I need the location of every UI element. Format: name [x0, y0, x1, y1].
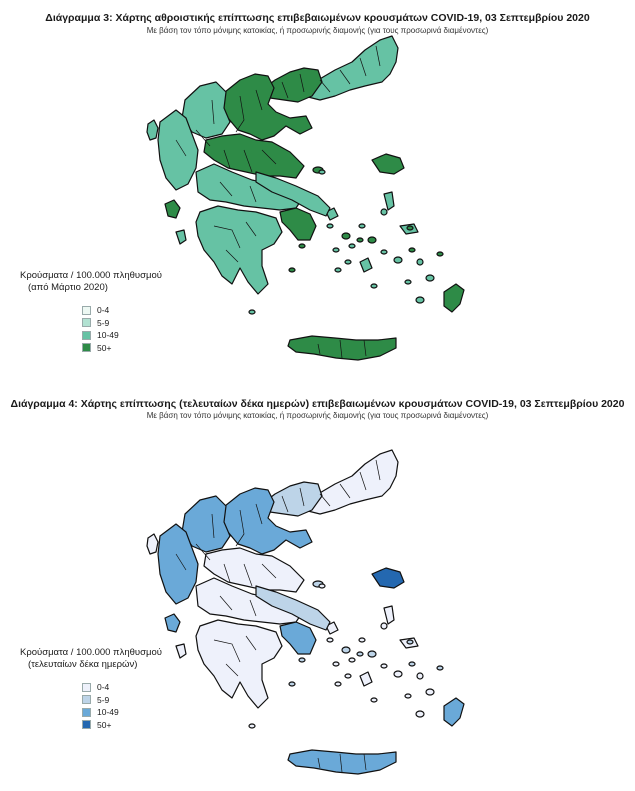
- small-island: [407, 640, 413, 644]
- legend-item: [82, 317, 162, 330]
- small-island: [417, 673, 423, 679]
- panel-title: Διάγραμμα 3: Χάρτης αθροιστικής επίπτωσης επιβεβαιωμένων κρουσμάτων COVID-19, 03 Σεπτεμβρίου 2020: [45, 12, 590, 24]
- panel-subtitle: Με βάση τον τόπο μόνιμης κατοικίας, ή προσωρινής διαμονής (για τους προσωρινά διαμένοντες): [146, 26, 489, 35]
- map-regions: [147, 36, 464, 360]
- legend-item: [82, 342, 162, 355]
- region-attica: [280, 622, 316, 654]
- region-peloponnese: [196, 620, 282, 708]
- legend-swatch: [82, 708, 91, 717]
- legend-swatch: [82, 331, 91, 340]
- small-island: [368, 237, 376, 243]
- legend-label: 10-49: [97, 707, 119, 718]
- small-island: [335, 682, 341, 686]
- small-island: [333, 662, 339, 666]
- small-island: [381, 623, 387, 629]
- small-island: [289, 268, 295, 272]
- small-island: [357, 238, 363, 242]
- legend-title: Κρούσματα / 100.000 πληθυσμού: [20, 270, 162, 281]
- legend-item: [82, 706, 162, 719]
- region-chios: [384, 192, 394, 210]
- legend-label: 0-4: [97, 682, 110, 693]
- small-island: [359, 224, 365, 228]
- greece-choropleth-map: [0, 392, 635, 791]
- legend-swatch: [82, 695, 91, 704]
- legend-swatch: [82, 720, 91, 729]
- small-island: [327, 638, 333, 642]
- region-corfu: [147, 120, 158, 140]
- region-chios: [384, 606, 394, 624]
- small-island: [416, 297, 424, 303]
- small-island: [289, 682, 295, 686]
- legend-label: 10-49: [97, 330, 119, 341]
- small-island: [437, 252, 443, 256]
- small-island: [407, 226, 413, 230]
- region-lesvos: [372, 568, 404, 588]
- region-zakynthos: [176, 644, 186, 658]
- region-zakynthos: [176, 230, 186, 244]
- map-legend: [20, 270, 162, 354]
- region-rhodes: [444, 698, 464, 726]
- legend-label: 50+: [97, 719, 112, 730]
- small-island: [381, 209, 387, 215]
- region-peloponnese: [196, 206, 282, 294]
- legend-label: 5-9: [97, 317, 110, 328]
- small-island: [342, 647, 350, 653]
- legend-item: [82, 694, 162, 707]
- small-island: [437, 666, 443, 670]
- legend-swatch: [82, 683, 91, 692]
- small-island: [342, 233, 350, 239]
- small-island: [417, 259, 423, 265]
- small-island: [368, 651, 376, 657]
- region-naxos: [360, 258, 372, 272]
- legend-item: [82, 329, 162, 342]
- small-island: [333, 248, 339, 252]
- small-island: [405, 694, 411, 698]
- legend-title: Κρούσματα / 100.000 πληθυσμού: [20, 647, 162, 658]
- legend-subtitle: (τελευταίων δέκα ημερών): [28, 659, 138, 670]
- small-island: [409, 662, 415, 666]
- region-kefalonia: [165, 200, 180, 218]
- legend-item: [82, 304, 162, 317]
- map-panel-cumulative: [0, 0, 635, 380]
- legend-swatch: [82, 306, 91, 315]
- small-island: [405, 280, 411, 284]
- small-island: [349, 244, 355, 248]
- small-island: [381, 664, 387, 668]
- small-island: [335, 268, 341, 272]
- legend-label: 5-9: [97, 694, 110, 705]
- legend-item: [82, 719, 162, 732]
- panel-title: Διάγραμμα 4: Χάρτης επίπτωσης (τελευταίων δέκα ημερών) επιβεβαιωμένων κρουσμάτων COVID-19, 03 Σεπτεμβρίου 2020: [10, 398, 625, 410]
- region-lesvos: [372, 154, 404, 174]
- legend-swatch: [82, 343, 91, 352]
- map-regions: [147, 450, 464, 774]
- legend-label: 50+: [97, 342, 112, 353]
- small-island: [426, 275, 434, 281]
- map-panel-ten-day: [0, 392, 635, 791]
- small-island: [349, 658, 355, 662]
- region-naxos: [360, 672, 372, 686]
- small-island: [371, 284, 377, 288]
- region-kefalonia: [165, 614, 180, 632]
- legend-item: [82, 681, 162, 694]
- legend-subtitle: (από Μάρτιο 2020): [28, 282, 108, 293]
- map-legend: [20, 647, 162, 731]
- region-rhodes: [444, 284, 464, 312]
- legend-swatch: [82, 318, 91, 327]
- small-island: [394, 671, 402, 677]
- small-island: [426, 689, 434, 695]
- small-island: [299, 244, 305, 248]
- small-island: [249, 724, 255, 728]
- small-island: [416, 711, 424, 717]
- panel-subtitle: Με βάση τον τόπο μόνιμης κατοικίας, ή προσωρινής διαμονής (για τους προσωρινά διαμένοντες): [146, 411, 489, 420]
- small-island: [371, 698, 377, 702]
- small-island: [357, 652, 363, 656]
- small-island: [319, 170, 325, 174]
- legend-label: 0-4: [97, 305, 110, 316]
- small-island: [345, 674, 351, 678]
- region-attica: [280, 208, 316, 240]
- small-island: [299, 658, 305, 662]
- region-corfu: [147, 534, 158, 554]
- small-island: [381, 250, 387, 254]
- small-island: [249, 310, 255, 314]
- small-island: [359, 638, 365, 642]
- small-island: [394, 257, 402, 263]
- small-island: [327, 224, 333, 228]
- small-island: [345, 260, 351, 264]
- small-island: [409, 248, 415, 252]
- small-island: [319, 584, 325, 588]
